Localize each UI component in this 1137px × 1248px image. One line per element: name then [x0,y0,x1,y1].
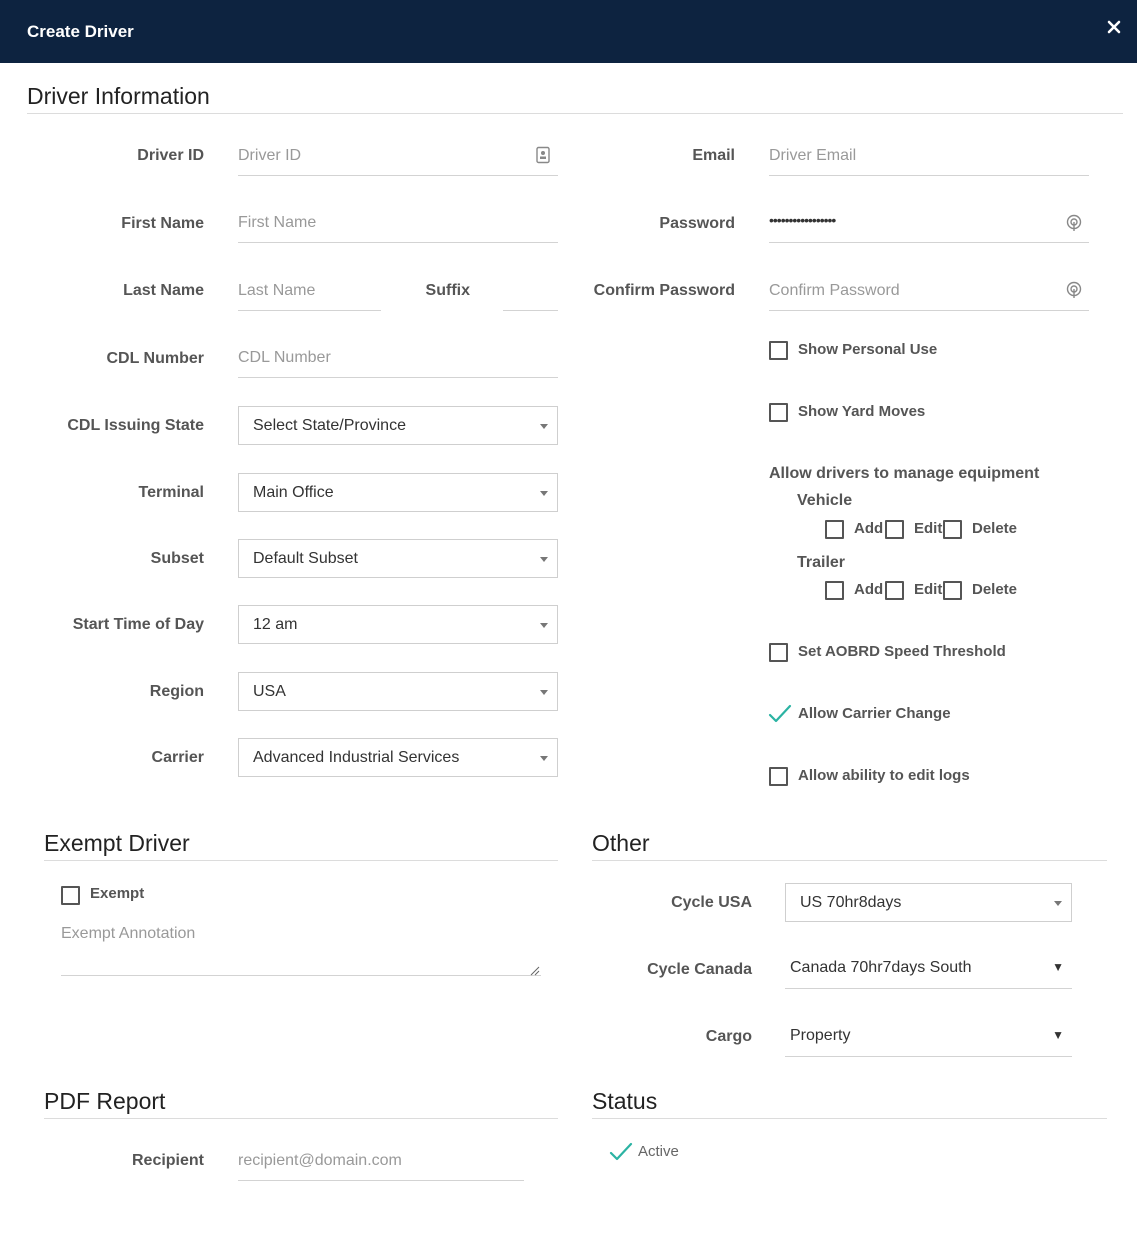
fingerprint-icon[interactable] [1065,281,1083,299]
active-label: Active [638,1143,679,1160]
aobrd-speed-checkbox[interactable] [769,643,788,662]
edit-logs-checkbox[interactable] [769,767,788,786]
triangle-down-icon: ▼ [1052,960,1064,974]
cdl-number-label: CDL Number [106,350,204,367]
carrier-select[interactable] [238,738,558,777]
exempt-checkbox[interactable] [61,886,80,905]
recipient-input[interactable] [238,1141,524,1181]
aobrd-speed-label: Set AOBRD Speed Threshold [798,643,1006,660]
carrier-value: Advanced Industrial Services [253,749,460,766]
vehicle-delete-label: Delete [972,520,1018,537]
caret-down-icon [540,623,548,628]
cycle-usa-label: Cycle USA [671,894,752,911]
email-input[interactable] [769,136,1089,176]
start-time-select[interactable] [238,605,558,644]
vehicle-label: Vehicle [797,492,853,509]
start-time-value: 12 am [253,616,298,633]
cargo-value: Property [790,1027,851,1044]
recipient-label: Recipient [131,1152,204,1169]
vehicle-add-checkbox[interactable] [825,520,844,539]
start-time-label: Start Time of Day [72,616,204,633]
active-check-icon[interactable] [609,1141,633,1163]
section-divider [44,860,558,861]
carrier-change-label: Allow Carrier Change [798,705,951,722]
vehicle-add-label: Add [854,520,884,537]
trailer-edit-label: Edit [914,581,943,598]
other-heading: Other [592,830,650,856]
cycle-canada-value: Canada 70hr7days South [790,959,972,976]
carrier-label: Carrier [151,749,204,766]
trailer-add-label: Add [854,581,884,598]
suffix-input[interactable] [503,271,558,311]
cycle-usa-value: US 70hr8days [800,894,902,911]
region-select[interactable] [238,672,558,711]
trailer-label: Trailer [797,554,846,571]
password-label: Password [659,215,735,232]
status-heading: Status [592,1088,658,1114]
triangle-down-icon: ▼ [1052,1028,1064,1042]
show-yard-moves-label: Show Yard Moves [798,403,926,420]
exempt-driver-heading: Exempt Driver [44,830,190,856]
vehicle-edit-label: Edit [914,520,943,537]
caret-down-icon [540,424,548,429]
password-input[interactable] [769,203,1089,243]
show-yard-moves-checkbox[interactable] [769,403,788,422]
resize-handle-icon[interactable] [530,963,540,973]
section-divider [592,860,1107,861]
modal-title: Create Driver [27,22,134,41]
show-personal-use-checkbox[interactable] [769,341,788,360]
last-name-input[interactable] [238,271,381,311]
edit-logs-label: Allow ability to edit logs [798,767,970,784]
terminal-label: Terminal [138,484,204,501]
modal-header [0,0,1137,63]
subset-value: Default Subset [253,550,358,567]
section-divider [592,1118,1107,1119]
driver-id-label: Driver ID [137,147,204,164]
caret-down-icon [540,690,548,695]
confirm-password-label: Confirm Password [593,282,735,299]
cdl-state-select[interactable] [238,406,558,445]
caret-down-icon [540,557,548,562]
vehicle-edit-checkbox[interactable] [885,520,904,539]
terminal-value: Main Office [253,484,334,501]
cdl-state-label: CDL Issuing State [67,417,204,434]
trailer-edit-checkbox[interactable] [885,581,904,600]
fingerprint-icon[interactable] [1065,214,1083,232]
cdl-number-input[interactable] [238,338,558,378]
confirm-password-input[interactable] [769,271,1089,311]
cycle-canada-select[interactable] [785,947,1072,989]
close-icon[interactable] [1107,20,1123,36]
carrier-change-check-icon[interactable] [768,703,792,725]
exempt-label: Exempt [90,885,145,902]
region-value: USA [253,683,286,700]
first-name-label: First Name [121,215,204,232]
cargo-label: Cargo [705,1028,752,1045]
cdl-state-value: Select State/Province [253,417,406,434]
driver-id-input[interactable] [238,136,558,176]
cycle-usa-select[interactable] [785,883,1072,922]
section-divider [44,1118,558,1119]
section-divider [27,113,1123,114]
trailer-delete-checkbox[interactable] [943,581,962,600]
trailer-add-checkbox[interactable] [825,581,844,600]
driver-information-heading: Driver Information [27,83,210,109]
cycle-canada-label: Cycle Canada [647,961,752,978]
terminal-select[interactable] [238,473,558,512]
caret-down-icon [540,491,548,496]
show-personal-use-label: Show Personal Use [798,341,938,358]
first-name-input[interactable] [238,203,558,243]
manage-equipment-heading: Allow drivers to manage equipment [769,465,1040,482]
caret-down-icon [1054,901,1062,906]
exempt-annotation-textarea[interactable] [61,925,541,976]
id-card-icon [534,146,552,164]
pdf-report-heading: PDF Report [44,1088,166,1114]
suffix-label: Suffix [425,282,470,299]
vehicle-delete-checkbox[interactable] [943,520,962,539]
subset-label: Subset [150,550,204,567]
last-name-label: Last Name [123,282,204,299]
region-label: Region [149,683,204,700]
subset-select[interactable] [238,539,558,578]
email-label: Email [692,147,735,164]
caret-down-icon [540,756,548,761]
cargo-select[interactable] [785,1015,1072,1057]
trailer-delete-label: Delete [972,581,1018,598]
password-value: ••••••••••••••••• [769,212,836,228]
